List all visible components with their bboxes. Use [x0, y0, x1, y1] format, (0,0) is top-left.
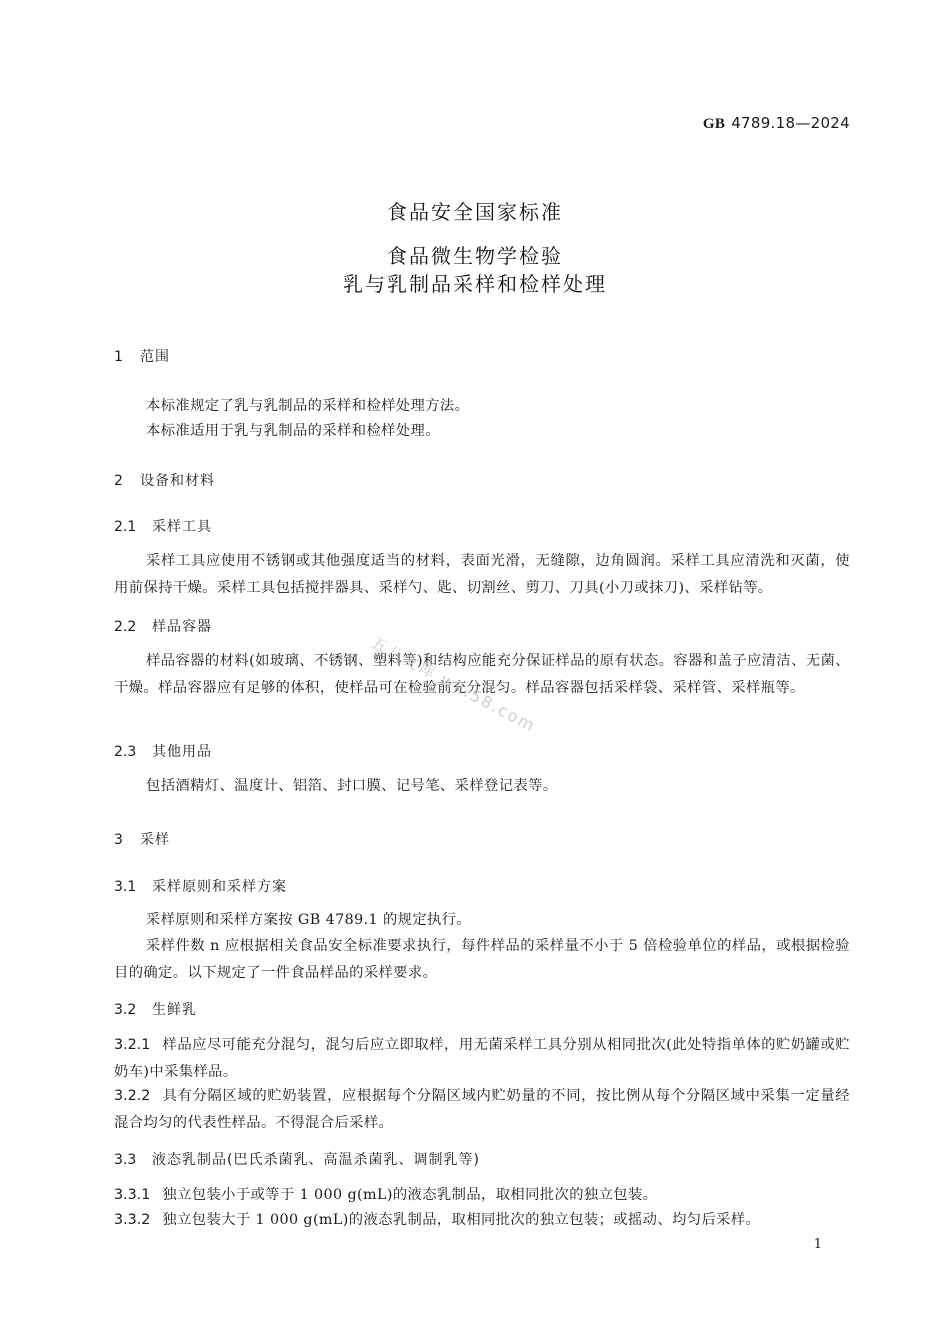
clause-number: 3.2.1 [114, 1037, 151, 1053]
section-number: 3 [114, 832, 124, 848]
clause-text: 具有分隔区域的贮奶装置，应根据每个分隔区域内贮奶量的不同，按比例从每个分隔区域中采集一定量经混合均匀的代表性样品。不得混合后采样。 [114, 1088, 850, 1131]
section-1-para-2: 本标准适用于乳与乳制品的采样和检样处理。 [146, 423, 440, 439]
page-number: 1 [813, 1237, 822, 1252]
clause-3-2-2 [114, 1083, 850, 1137]
section-title: 生鲜乳 [152, 1002, 197, 1018]
clause-number: 3.3.1 [114, 1187, 151, 1203]
section-number: 3.2 [114, 1002, 137, 1018]
section-number: 1 [114, 349, 124, 365]
clause-text: 独立包装小于或等于 1 000 g(mL)的液态乳制品，取相同批次的独立包装。 [162, 1187, 658, 1203]
section-1-heading [114, 346, 170, 366]
section-number: 2.1 [114, 519, 137, 535]
clause-3-2-1 [114, 1032, 850, 1086]
section-2-3-heading [114, 741, 212, 761]
section-number: 3.1 [114, 879, 137, 895]
document-title-sub2: 乳与乳制品采样和检样处理 [343, 272, 607, 296]
section-2-1-text: 采样工具应使用不锈钢或其他强度适当的材料，表面光滑，无缝隙，边角圆润。采样工具应清洗和灭菌，使用前保持干燥。采样工具包括搅拌器具、采样勺、匙、切割丝、剪刀、刀具(小刀或抹刀)、采样钻等。 [114, 553, 850, 596]
clause-text: 独立包装大于 1 000 g(mL)的液态乳制品，取相同批次的独立包装；或摇动、均匀后采样。 [162, 1212, 761, 1228]
clause-number: 3.2.2 [114, 1088, 151, 1104]
section-3-heading [114, 829, 170, 849]
section-3-1-para-1: 采样原则和采样方案按 GB 4789.1 的规定执行。 [146, 912, 472, 928]
standard-prefix: GB [702, 116, 726, 132]
section-number: 3.3 [114, 1152, 137, 1168]
section-title: 样品容器 [152, 619, 212, 635]
watermark: 五八文库 wk.58.com [367, 632, 540, 736]
section-1-para-1: 本标准规定了乳与乳制品的采样和检样处理方法。 [146, 398, 470, 414]
section-number: 2.2 [114, 619, 137, 635]
standard-code: 4789.18—2024 [731, 114, 850, 132]
document-title-sub1: 食品微生物学检验 [387, 244, 563, 268]
clause-3-3-2 [114, 1207, 850, 1234]
standard-number [703, 114, 850, 133]
section-2-heading [114, 470, 215, 490]
section-title: 范围 [140, 349, 170, 365]
section-title: 采样工具 [152, 519, 212, 535]
section-title: 其他用品 [152, 744, 212, 760]
clause-3-3-1 [114, 1182, 850, 1209]
clause-number: 3.3.2 [114, 1212, 151, 1228]
section-3-1-heading [114, 876, 287, 896]
section-2-2-heading [114, 616, 212, 636]
document-title-main: 食品安全国家标准 [387, 200, 563, 224]
section-title: 采样 [140, 832, 170, 848]
section-number: 2 [114, 473, 124, 489]
section-title: 采样原则和采样方案 [152, 879, 287, 895]
section-3-2-heading [114, 999, 197, 1019]
section-2-1-heading [114, 516, 212, 536]
section-number: 2.3 [114, 744, 137, 760]
section-3-3-heading [114, 1149, 480, 1169]
clause-text: 样品应尽可能充分混匀，混匀后应立即取样，用无菌采样工具分别从相同批次(此处特指单体的贮奶罐或贮奶车)中采集样品。 [114, 1037, 850, 1080]
section-title: 液态乳制品(巴氏杀菌乳、高温杀菌乳、调制乳等) [152, 1152, 480, 1168]
section-3-1-para-2: 采样件数 n 应根据相关食品安全标准要求执行，每件样品的采样量不小于 5 倍检验单位的样品，或根据检验目的确定。以下规定了一件食品样品的采样要求。 [114, 938, 850, 981]
section-2-2-text: 样品容器的材料(如玻璃、不锈钢、塑料等)和结构应能充分保证样品的原有状态。容器和盖子应清洁、无菌、干燥。样品容器应有足够的体积，使样品可在检验前充分混匀。样品容器包括采样袋、采样管、采样瓶等。 [114, 653, 850, 696]
section-2-3-text: 包括酒精灯、温度计、铝箔、封口膜、记号笔、采样登记表等。 [146, 778, 558, 794]
section-title: 设备和材料 [140, 473, 215, 489]
